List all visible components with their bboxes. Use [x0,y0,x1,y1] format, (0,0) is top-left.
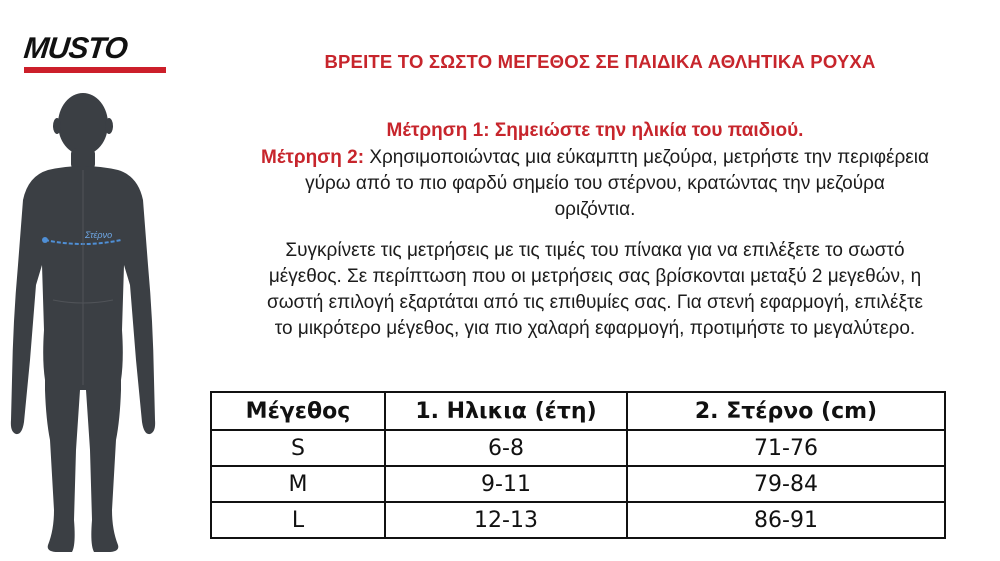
logo-wordmark: MUSTO [22,32,129,65]
compare-line1: Συγκρίνετε τις μετρήσεις με τις τιμές του πίνακα για να επιλέξετε το σωστό [285,240,905,261]
measurement-2 [195,145,995,223]
child-body-figure [8,90,158,555]
table-row [211,466,945,502]
cell-age: 6-8 [385,430,627,466]
cell-chest: 79-84 [627,466,945,502]
compare-line2: μέγεθος. Σε περίπτωση που οι μετρήσεις σας βρίσκονται μεταξύ 2 μεγεθών, η [268,266,922,287]
cell-size: S [211,430,385,466]
compare-line3: σωστή επιλογή εξαρτάται από τις επιθυμίες σας. Για στενή εφαρμογή, επιλέξτε [266,292,923,313]
table-row [211,502,945,538]
header-size: Μέγεθος [211,392,385,430]
cell-chest: 86-91 [627,502,945,538]
cell-chest: 71-76 [627,430,945,466]
size-table [210,391,946,539]
cell-age: 12-13 [385,502,627,538]
measurement-2-label: Μέτρηση 2: [261,147,365,168]
header-age: 1. Ηλικια (έτη) [385,392,627,430]
measurement-2-line3: οριζόντια. [554,199,636,220]
measurement-2-line1: Χρησιμοποιώντας μια εύκαμπτη μεζούρα, μετρήστε την περιφέρεια [369,147,929,168]
cell-size: M [211,466,385,502]
comparison-instructions [195,238,995,342]
measurement-1-label: Μέτρηση 1: [386,120,490,141]
logo-underline [24,67,166,73]
header-chest: 2. Στέρνο (cm) [627,392,945,430]
tape-label: Στέρνο [85,230,113,240]
musto-logo [24,34,166,76]
compare-line4: το μικρότερο μέγεθος, για πιο χαλαρή εφαρμογή, προτιμήστε το μεγαλύτερο. [274,318,916,339]
cell-size: L [211,502,385,538]
table-row [211,430,945,466]
measurement-1-text: Σημειώστε την ηλικία του παιδιού. [494,120,804,141]
page-title: ΒΡΕΙΤΕ ΤΟ ΣΩΣΤΟ ΜΕΓΕΘΟΣ ΣΕ ΠΑΙΔΙΚΑ ΑΘΛΗΤΙΚΑ ΡΟΥΧΑ [324,51,876,72]
measurement-1 [195,118,995,144]
measurement-2-line2: γύρω από το πιο φαρδύ σημείο του στέρνου, κρατώντας την μεζούρα [305,173,885,194]
cell-age: 9-11 [385,466,627,502]
table-header-row [211,392,945,430]
